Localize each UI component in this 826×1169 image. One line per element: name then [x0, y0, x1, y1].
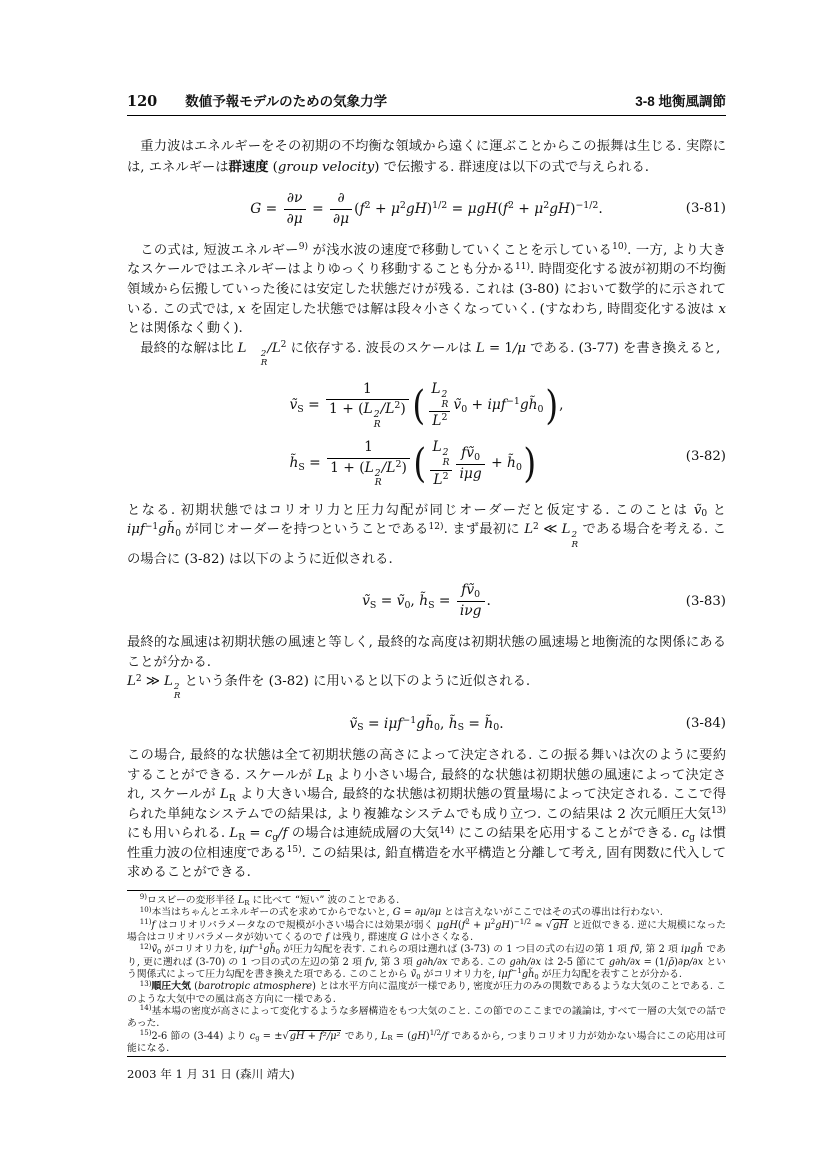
equation-3-82-line1: ṽ$_S$ = 1 1 + (L 2 R $/L^2$) ( L 2 R $L^2$ ṽ$_0$ + $i\mu f^{-1}gh̃_0$),: [289, 380, 564, 430]
page-footer: [127, 1056, 726, 1082]
equation-3-82-number: (3-82): [685, 449, 726, 465]
equation-3-84-body: ṽ$_S$ = $i\mu f^{-1}gh̃_0$, $h̃_S$ = $h̃_0$.: [349, 714, 504, 734]
footnote-12: $^{12)}$ṽ$_0$ がコリオリ力を, $i\mu f^{-1}gh̃_0$ が圧力勾配を表す. これらの項は遡れば (3-73) の 1 つ目の式の右辺の第 1 項 fṽ, 第 2 項 iμgh̃ であり, 更に遡れば (3-70) の 1 つ目の式の左辺の第 2 項 fv, 第 3 項 g∂h/∂x である. この g∂h/∂x は 2-5 節にて g∂h/∂x = (1/ρ̄)∂p/∂x という関係式によって圧力勾配を書き換えた項である. このことから ṽ$_0$ がコリオリ力を, $i\mu f^{-1}gh̃_0$ が圧力勾配を表すことが分かる.: [127, 941, 726, 981]
section-title: 3-8 地衡風調節: [635, 94, 726, 109]
page-header: [127, 90, 726, 116]
paragraph-gravity-waves: 重力波はエネルギーをその初期の不均衡な領域から遠くに運ぶことからこの振舞は生じる. 実際には, エネルギーは群速度 (group velocity) で伝搬する. 群速度は以下の式で与えられる.: [127, 139, 726, 175]
equation-3-81: [127, 190, 726, 229]
paragraph-initial-state-assumption: となる. 初期状態ではコリオリ力と圧力勾配が同じオーダーだと仮定する. このことは ṽ$_0$ と $i\mu f^{-1}gh̃_0$ が同じオーダーを持つということである$^{12)}$. まず最初に $L^2$ ≪ L 2 R である場合を考える. この場合に (3-82) は以下のように近似される.: [127, 502, 727, 567]
footnotes: [127, 892, 727, 1055]
paragraph-large-scale-condition: $L^2$ ≫ L 2 R という条件を (3-82) に用いると以下のように近似される.: [127, 673, 531, 702]
paragraph-summary: この場合, 最終的な状態は全て初期状態の高さによって決定される. この振る舞いは次のように要約することができる. スケールが $L_R$ より小さい場合, 最終的な状態は初期状態の風速によって決定され, スケールが $L_R$ より大きい場合, 最終的な状態は初期状態の質量場によって決定される. ここで得られた単純なシステムでの結果は, より複雑なシステムでも成り立つ. この結果は 2 次元順圧大気$^{13)}$ にも用いられる. $L_R = c_g/f$ の場合は連続成層の大気$^{14)}$ にこの結果を応用することができる. $c_g$ は慣性重力波の位相速度である$^{15)}$. この結果は, 鉛直構造を水平構造と分離して考え, 固有関数に代入して求めることができる.: [127, 748, 727, 881]
equation-3-82: [127, 381, 726, 489]
footnote-15: $^{15)}$2-6 節の (3-44) より $c_g = \pm√gH + f^2/\mu^2$ であり, $L_R = (gH)^{1/2}/f$ であるから, つまりコリオリ力が効かない場合にこの応用は可能になる.: [127, 1028, 727, 1054]
equation-3-82-body: [289, 381, 563, 489]
footnote-14: $^{14)}$基本場の密度が高さによって変化するような多層構造をもつ大気のこと. この節でのここまでの議論は, すべて一層の大気での話であった.: [127, 1003, 726, 1030]
equation-3-81-body: G = $\frac{\partial\nu}{\partial\mu}$ = $\frac{\partial}{\partial\mu}$ $(f^2 + \mu^2gH)^{1/2} = \mu gH(f^2 + \mu^2gH)^{-1/2}$.: [250, 190, 603, 227]
document-title: 数値予報モデルのための気象力学: [185, 94, 388, 109]
page-body: [127, 137, 726, 1055]
paragraph-final-wind: 最終的な風速は初期状態の風速と等しく, 最終的な高度は初期状態の風速場と地衡流的な関係にあることが分かる.: [127, 635, 726, 670]
paragraph-final-solution: 最終的な解は比 L 2 R $/L^2$ に依存する. 波長のスケールは L = 1/μ である. (3-77) を書き換えると,: [140, 340, 721, 368]
equation-3-84: [127, 715, 726, 735]
equation-3-84-number: (3-84): [685, 716, 726, 732]
paragraph-shortwave-energy: この式は, 短波エネルギー$^{9)}$ が浅水波の速度で移動していくことを示している$^{10)}$. 一方, より大きなスケールではエネルギーはよりゆっくり移動することも分かる$^{11)}$. 時間変化する波が初期の不均衡領域から伝搬していった後には安定した状態だけが残る. これは (3-80) において数学的に示されている. この式では, x を固定した状態では解は段々小さくなっていく. (すなわち, 時間変化する波は x とは関係なく動く).: [127, 242, 726, 337]
equation-3-83-body: ṽ$_S$ = ṽ$_0$, $h̃_S$ = $\frac{fṽ_0}{\text{iνg}}$ .: [362, 582, 491, 620]
equation-3-81-number: (3-81): [685, 201, 726, 217]
footnote-10: $^{10)}$本当はちゃんとエネルギーの式を求めてからでないと, G = ∂μ/∂μ とは言えないがここではその式の導出は行わない.: [139, 904, 663, 919]
footnote-13: $^{13)}$順圧大気 (barotropic atmosphere) とは水平方向に温度が一様であり, 密度が圧力のみの関数であるような大気のことである. このような大気中での風は高さ方向に一様である.: [127, 978, 726, 1005]
equation-3-83-number: (3-83): [685, 593, 726, 609]
page-number: 120: [127, 93, 158, 110]
equation-3-83: [127, 582, 726, 621]
footnote-separator-rule: [127, 890, 330, 891]
footnote-11: $^{11)}$f はコリオリパラメータなので規模が小さい場合には効果が弱く $\mu gH(f^2 + \mu^2gH)^{-1/2}$ ≃ √gH と近似できる. 逆に大規模になった場合はコリオリパラメータが効いてくるので f は残り, 群速度 G は小さくなる.: [127, 916, 727, 943]
footnote-9: $^{9)}$ロスビーの変形半径 $L_R$ に比べて “短い” 波のことである.: [139, 892, 400, 907]
equation-3-82-line2: $h̃_S$ = 1 1 + (L 2 R $/L^2$) ( L 2 R $L^2$ $\frac{fṽ_0}{\text{iμg}}$ + $h̃_0$): [289, 439, 537, 489]
footer-date-author: 2003 年 1 月 31 日 (森川 靖大): [127, 1067, 295, 1081]
